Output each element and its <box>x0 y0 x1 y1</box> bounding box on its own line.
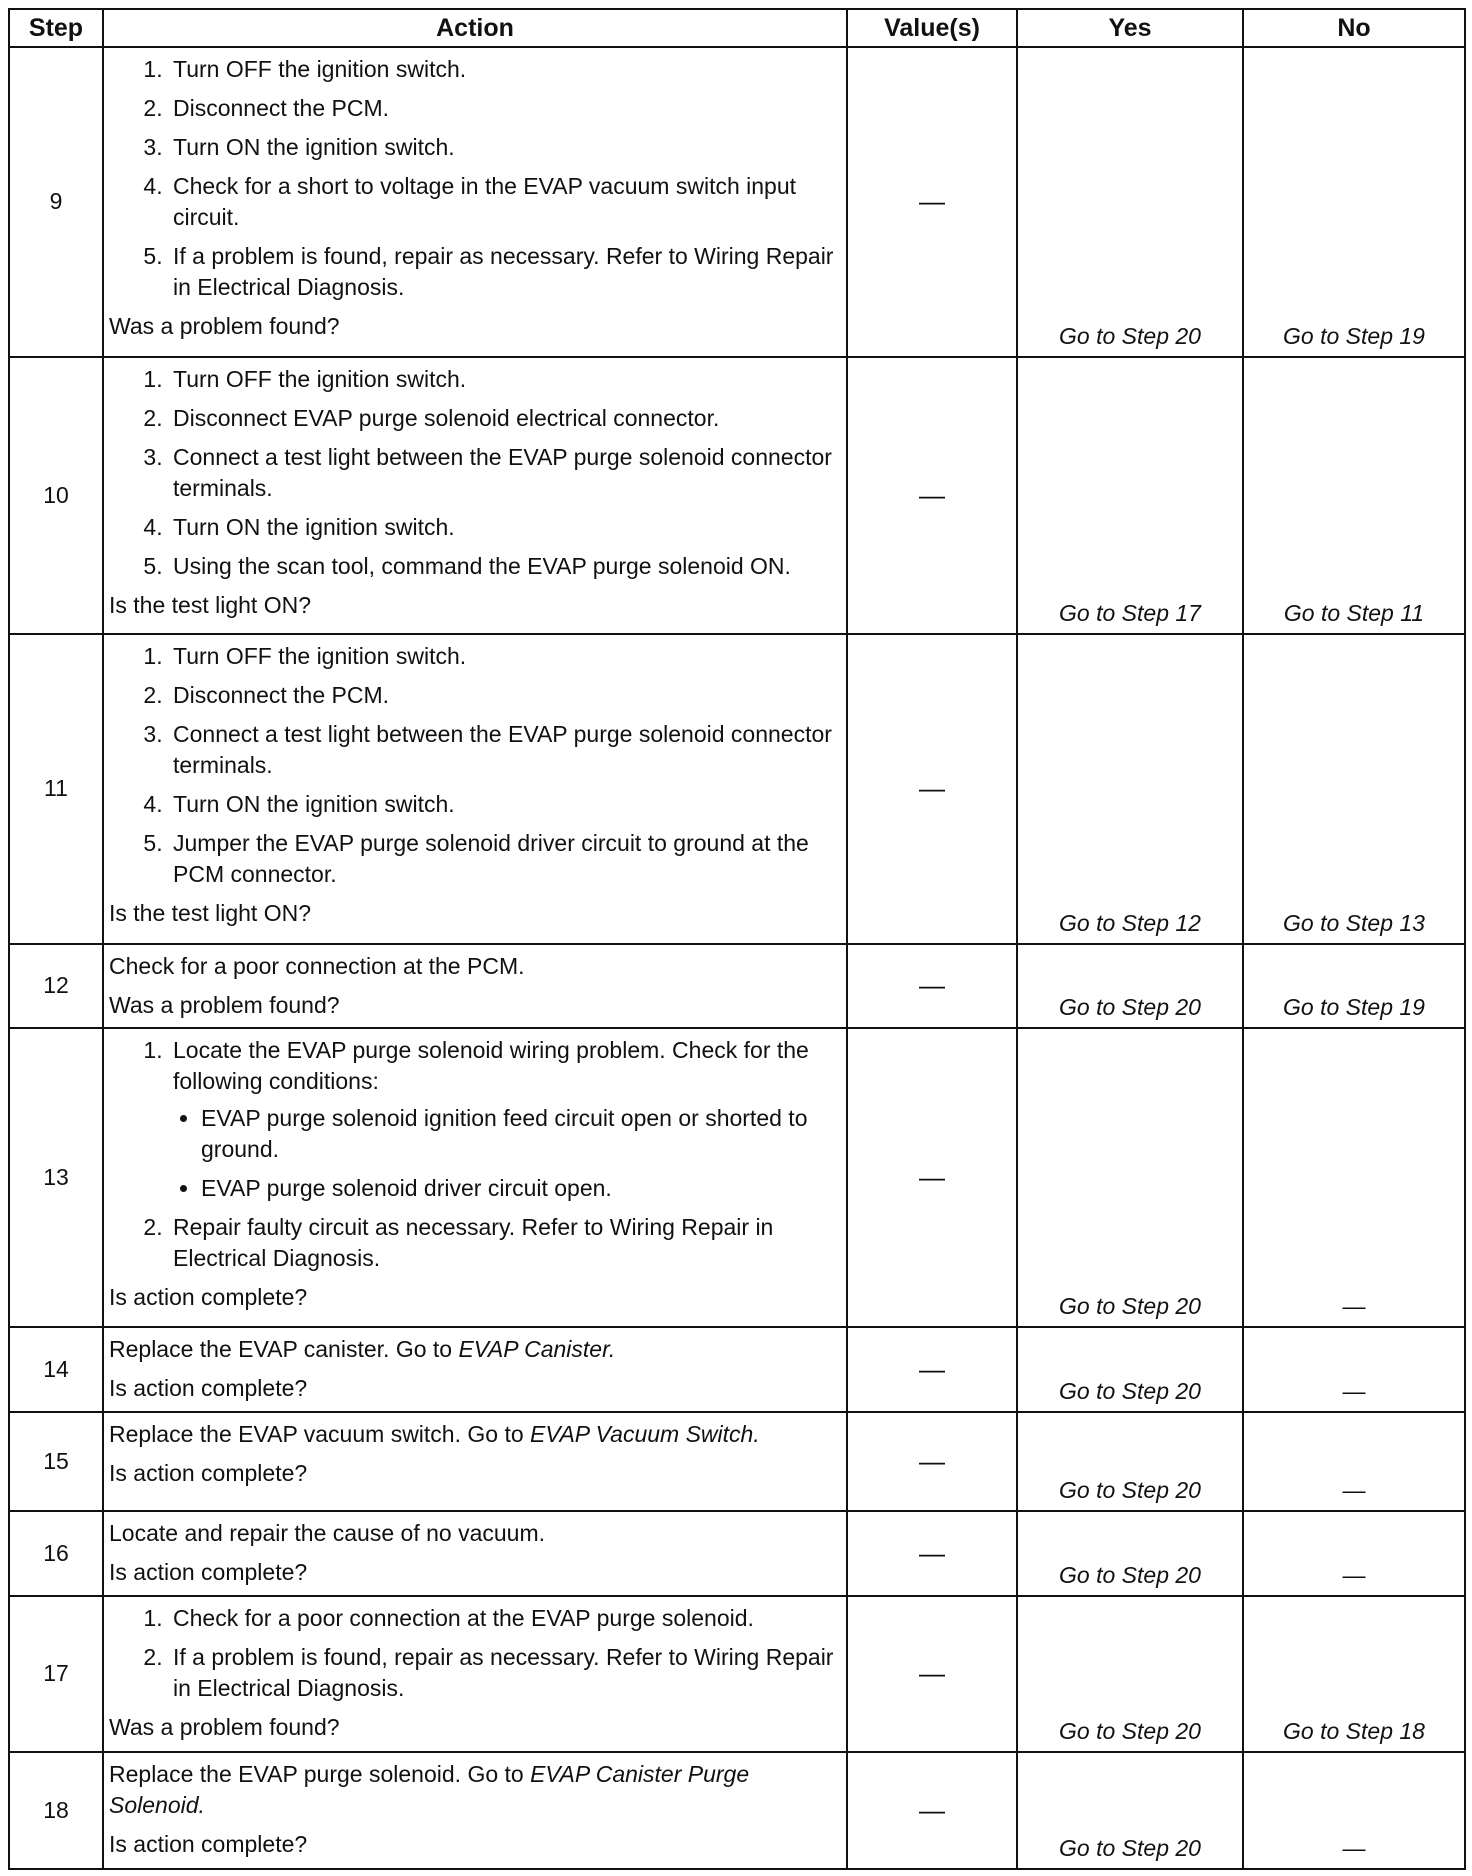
action-step: 1. Turn OFF the ignition switch. <box>169 641 842 672</box>
table-row <box>9 1412 1465 1511</box>
action-step: 5. Jumper the EVAP purge solenoid driver circuit to ground at the PCM connector. <box>169 828 842 890</box>
no-outcome: Go to Step 13 <box>1243 634 1465 944</box>
action-step: 1. Turn OFF the ignition switch. <box>169 364 842 395</box>
action-cell <box>103 1412 847 1511</box>
table-row <box>9 634 1465 944</box>
action-step: 5. If a problem is found, repair as necessary. Refer to Wiring Repair in Electrical Diagnosis. <box>169 241 842 303</box>
step-number: 12 <box>9 944 103 1029</box>
value-cell: — <box>847 1596 1017 1753</box>
table-row <box>9 357 1465 635</box>
action-step: 2. Disconnect the PCM. <box>169 680 842 711</box>
value-cell: — <box>847 634 1017 944</box>
condition-item: • EVAP purge solenoid ignition feed circuit open or shorted to ground. <box>201 1103 842 1165</box>
value-cell: — <box>847 47 1017 357</box>
action-question: Is action complete? <box>109 1558 308 1585</box>
action-text: Locate and repair the cause of no vacuum. <box>109 1519 546 1546</box>
value-cell: — <box>847 1752 1017 1869</box>
action-steps <box>109 54 842 303</box>
action-question: Was a problem found? <box>109 1713 340 1740</box>
yes-outcome: Go to Step 20 <box>1017 944 1243 1029</box>
header-values: Value(s) <box>847 9 1017 47</box>
no-outcome: — <box>1243 1028 1465 1327</box>
yes-outcome: Go to Step 20 <box>1017 1028 1243 1327</box>
step-number: 14 <box>9 1327 103 1412</box>
table-row <box>9 1752 1465 1869</box>
value-cell: — <box>847 1412 1017 1511</box>
table-row <box>9 1511 1465 1596</box>
value-cell: — <box>847 944 1017 1029</box>
action-question: Is action complete? <box>109 1375 308 1402</box>
action-step: 5. Using the scan tool, command the EVAP purge solenoid ON. <box>169 551 842 582</box>
table-row <box>9 1327 1465 1412</box>
no-outcome: Go to Step 19 <box>1243 944 1465 1029</box>
condition-item: • EVAP purge solenoid driver circuit open. <box>201 1173 842 1204</box>
action-step: 2. Repair faulty circuit as necessary. Refer to Wiring Repair in Electrical Diagnosis. <box>169 1212 842 1274</box>
action-text <box>109 1759 842 1821</box>
reference-link[interactable]: EVAP Canister. <box>458 1336 616 1363</box>
action-step: 4. Turn ON the ignition switch. <box>169 789 842 820</box>
action-steps <box>109 641 842 890</box>
header-no: No <box>1243 9 1465 47</box>
action-cell <box>103 1596 847 1753</box>
step-number: 9 <box>9 47 103 357</box>
action-text-lead: Replace the EVAP purge solenoid. Go to <box>109 1761 531 1788</box>
action-text <box>109 1334 842 1365</box>
action-question: Was a problem found? <box>109 313 340 339</box>
action-cell <box>103 1752 847 1869</box>
table-row <box>9 1596 1465 1753</box>
action-step <box>169 1035 842 1204</box>
action-step: 2. Disconnect EVAP purge solenoid electrical connector. <box>169 403 842 434</box>
action-cell <box>103 944 847 1029</box>
no-outcome: — <box>1243 1752 1465 1869</box>
action-steps <box>109 364 842 582</box>
step-number: 11 <box>9 634 103 944</box>
no-outcome: — <box>1243 1327 1465 1412</box>
no-outcome: Go to Step 19 <box>1243 47 1465 357</box>
action-text-lead: Replace the EVAP canister. Go to <box>109 1336 459 1363</box>
action-steps <box>109 1035 842 1274</box>
action-cell <box>103 1327 847 1412</box>
header-yes: Yes <box>1017 9 1243 47</box>
action-question: Is the test light ON? <box>109 900 311 927</box>
yes-outcome: Go to Step 20 <box>1017 1412 1243 1511</box>
action-question: Is action complete? <box>109 1459 308 1486</box>
action-step: 2. If a problem is found, repair as necessary. Refer to Wiring Repair in Electrical Diagnosis. <box>169 1642 842 1704</box>
yes-outcome: Go to Step 20 <box>1017 47 1243 357</box>
action-question: Is action complete? <box>109 1284 308 1311</box>
action-cell <box>103 357 847 635</box>
reference-link[interactable]: EVAP Canister Purge Solenoid. <box>109 1761 750 1819</box>
action-text <box>109 1419 842 1450</box>
value-cell: — <box>847 1028 1017 1327</box>
action-cell <box>103 1511 847 1596</box>
no-outcome: — <box>1243 1412 1465 1511</box>
yes-outcome: Go to Step 20 <box>1017 1327 1243 1412</box>
action-step: 3. Connect a test light between the EVAP purge solenoid connector terminals. <box>169 719 842 781</box>
yes-outcome: Go to Step 20 <box>1017 1511 1243 1596</box>
no-outcome: Go to Step 11 <box>1243 357 1465 635</box>
action-question: Is action complete? <box>109 1831 308 1858</box>
action-step: 4. Check for a short to voltage in the EVAP vacuum switch input circuit. <box>169 171 842 233</box>
yes-outcome: Go to Step 17 <box>1017 357 1243 635</box>
action-step-text: Locate the EVAP purge solenoid wiring problem. Check for the following conditions: <box>173 1037 809 1095</box>
step-number: 15 <box>9 1412 103 1511</box>
table-row <box>9 944 1465 1029</box>
step-number: 18 <box>9 1752 103 1869</box>
action-text-lead: Replace the EVAP vacuum switch. Go to <box>109 1420 531 1447</box>
action-step: 4. Turn ON the ignition switch. <box>169 512 842 543</box>
value-cell: — <box>847 1327 1017 1412</box>
no-outcome: Go to Step 18 <box>1243 1596 1465 1753</box>
action-step: 1. Check for a poor connection at the EVAP purge solenoid. <box>169 1603 842 1634</box>
step-number: 13 <box>9 1028 103 1327</box>
condition-list <box>173 1103 842 1204</box>
header-action: Action <box>103 9 847 47</box>
action-question: Was a problem found? <box>109 991 340 1018</box>
action-step: 3. Turn ON the ignition switch. <box>169 132 842 163</box>
action-cell <box>103 634 847 944</box>
table-header-row <box>9 9 1465 47</box>
action-cell <box>103 47 847 357</box>
action-step: 3. Connect a test light between the EVAP purge solenoid connector terminals. <box>169 442 842 504</box>
yes-outcome: Go to Step 20 <box>1017 1752 1243 1869</box>
value-cell: — <box>847 1511 1017 1596</box>
step-number: 16 <box>9 1511 103 1596</box>
table-row <box>9 1028 1465 1327</box>
action-steps <box>109 1603 842 1704</box>
value-cell: — <box>847 357 1017 635</box>
reference-link[interactable]: EVAP Vacuum Switch. <box>530 1420 760 1447</box>
table-row <box>9 47 1465 357</box>
header-step: Step <box>9 9 103 47</box>
action-text: Check for a poor connection at the PCM. <box>109 952 525 979</box>
action-step: 1. Turn OFF the ignition switch. <box>169 54 842 85</box>
no-outcome: — <box>1243 1511 1465 1596</box>
diagnostic-table <box>8 8 1466 1870</box>
step-number: 10 <box>9 357 103 635</box>
step-number: 17 <box>9 1596 103 1753</box>
action-step: 2. Disconnect the PCM. <box>169 93 842 124</box>
action-question: Is the test light ON? <box>109 591 311 618</box>
yes-outcome: Go to Step 20 <box>1017 1596 1243 1753</box>
yes-outcome: Go to Step 12 <box>1017 634 1243 944</box>
action-cell <box>103 1028 847 1327</box>
